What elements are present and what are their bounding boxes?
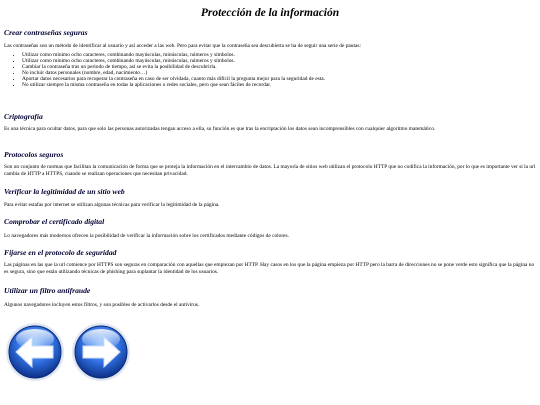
section-certificate xyxy=(4,217,536,240)
section-passwords xyxy=(4,28,536,89)
section-secure-protocols xyxy=(4,150,536,179)
section-text: Las contraseñas son un método de identificar al usuario y así acceder a las web. Pero para evitar que la contraseña sea descubierta se ha de seguir una serie de pautas: xyxy=(4,43,361,49)
section-heading: Criptografía xyxy=(4,112,43,121)
section-text: Son un conjunto de normas que facilitan la comunicación de forma que se proteja la información en el intercambio de datos. La mayoría de sitios web utilizan el protocolo HTTP que no codifica la información, por lo que es importante ver si la url cambia de HTTP a HTTPS, cuando se realizan operaciones que necesitan privacidad. xyxy=(4,164,536,178)
page-title: Protección de la información xyxy=(200,7,340,19)
list-item: • Utilizar como mínimo ocho caracteres, combinando mayúsculas, minúsculas, números y símbolos. xyxy=(22,53,536,59)
list-item: • No utilizar siempre la misma contraseña en todas la aplicaciones o redes sociales, pero que sean fáciles de recordar. xyxy=(22,83,536,89)
section-heading: Verificar la legitimidad de un sitio web xyxy=(4,187,125,196)
section-verify-site xyxy=(4,187,536,209)
section-text: Es una técnica para ocultar datos, para que solo las personas autorizadas tengan acceso a ella, su función es que tras la encriptación los datos sean incomprensibles con cualquier algoritmo matemático. xyxy=(4,126,436,132)
list-item: • No incluir datos personales (nombre, edad, nacimiento…) xyxy=(22,71,536,77)
section-text: Lo navegadores más modernos ofrecen la posibilidad de verificar la información sobre los certificados mediante códigos de colores. xyxy=(4,233,290,239)
navigation-buttons xyxy=(4,322,132,382)
section-heading: Comprobar el certificado digital xyxy=(4,217,105,226)
section-heading: Protocolos seguros xyxy=(4,150,64,159)
section-antifraud xyxy=(4,286,536,309)
section-heading: Fijarse en el protocolo de seguridad xyxy=(4,248,117,257)
section-heading: Crear contraseñas seguras xyxy=(4,28,88,37)
section-cryptography xyxy=(4,112,536,133)
list-item: • Utilizar como mínimo ocho caracteres, combinando mayúsculas, minúsculas, números y símbolos. xyxy=(22,59,536,65)
forward-button[interactable] xyxy=(72,323,130,381)
list-item: • Aportar datos necesarios para recuperar la contraseña en caso de ser olvidada, cuanto más difícil la pregunta mejor para la seguridad de esta. xyxy=(22,77,536,83)
section-text: Las páginas en las que la url comience por HTTPS son seguras en comparación con aquellas que empiezan por HTTP. Hay casos en los que la página empieza por HTTP pero la barra de direcciones no se pone verde esto significa que la página no es segura, sino que están utilizando técnicas de phishing para suplantar la identidad de los usuarios. xyxy=(4,262,535,276)
back-button[interactable] xyxy=(6,323,64,381)
password-tips-list xyxy=(4,53,536,88)
list-item: • Cambiar la contraseña tras un periodo de tiempo, así se evita la posibilidad de descubrirla. xyxy=(22,65,536,71)
section-text: Algunos navegadores incluyen estos filtros, y son posibles de activarlos desde el antivirus. xyxy=(4,302,200,308)
section-protocol xyxy=(4,248,536,277)
nav-svg xyxy=(4,322,132,382)
section-heading: Utilizar un filtro antifraude xyxy=(4,286,91,295)
section-text: Para evitar estafas por internet se utilizan algunas técnicas para verificar la legitimidad de la página. xyxy=(4,202,220,208)
